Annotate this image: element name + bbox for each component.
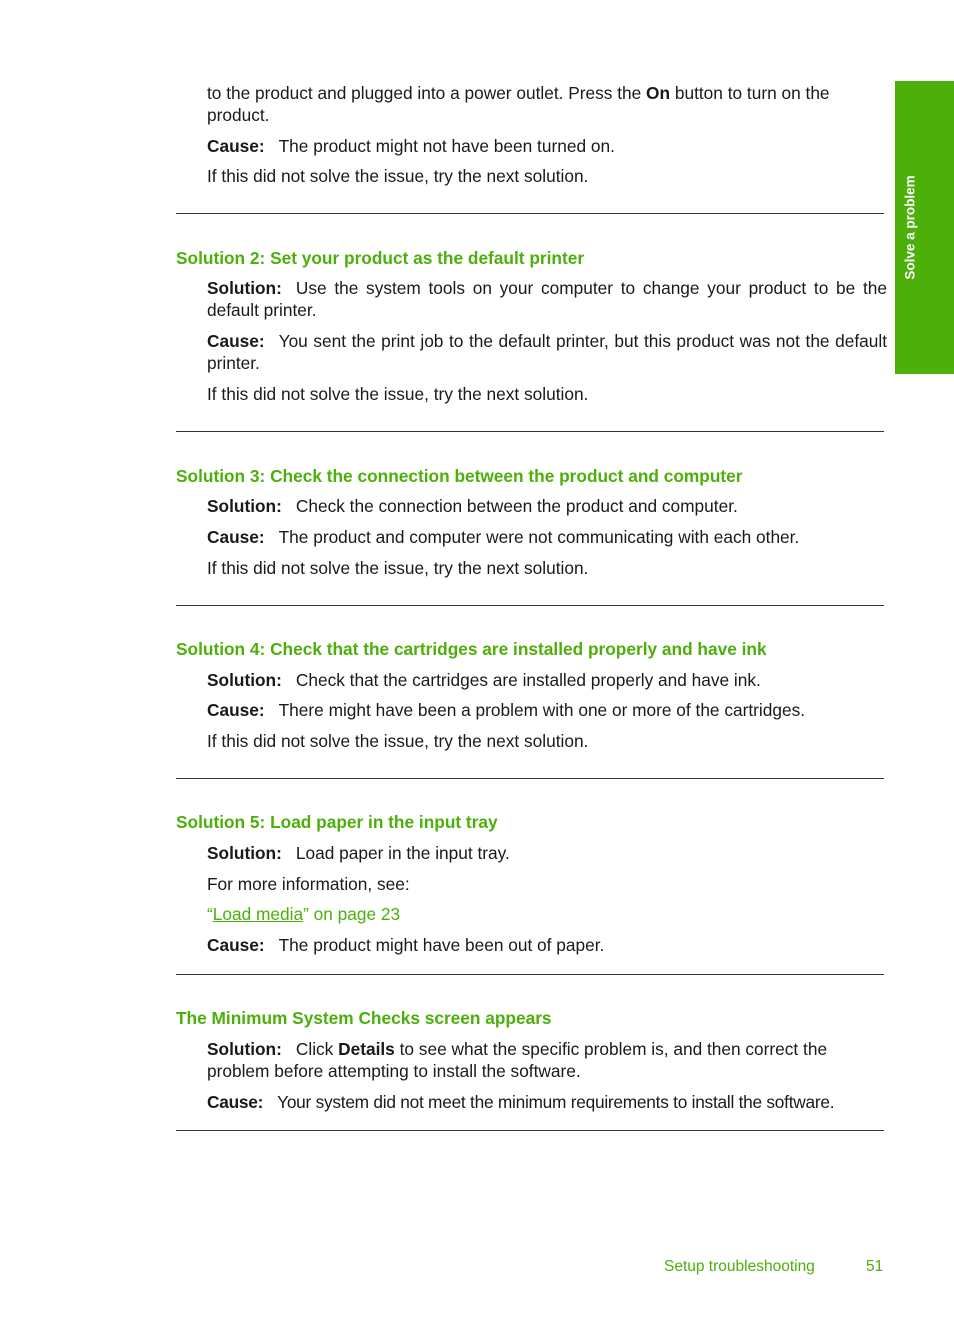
side-tab-label: Solve a problem: [902, 175, 918, 280]
solution-text-bold: Details: [338, 1039, 395, 1059]
footer-section-title: Setup troubleshooting: [664, 1258, 815, 1275]
solution2-cause: [207, 330, 887, 374]
cause-text: Your system did not meet the minimum requirements to install the software.: [277, 1092, 835, 1112]
solution-text: Check the connection between the product and computer.: [295, 496, 738, 516]
solution2-solution: [207, 277, 887, 321]
solution-label: Solution:: [207, 496, 282, 516]
cause-label: Cause:: [207, 700, 265, 720]
divider: [176, 213, 884, 214]
intro-paragraph: [207, 82, 887, 126]
solution3-next: If this did not solve the issue, try the next solution.: [207, 558, 589, 578]
solution-text: Check that the cartridges are installed properly and have ink.: [295, 670, 761, 690]
cause-label: Cause:: [207, 1092, 264, 1112]
solution4-solution: [207, 669, 887, 691]
cause-text: You sent the print job to the default printer, but this product was not the default printer.: [207, 331, 887, 373]
cause-label: Cause:: [207, 935, 265, 955]
cause-label: Cause:: [207, 527, 265, 547]
solution4-cause: [207, 699, 887, 721]
solution3-solution: [207, 495, 887, 517]
divider: [176, 778, 884, 779]
solution4-heading: Solution 4: Check that the cartridges are installed properly and have ink: [176, 639, 767, 659]
solution5-heading: Solution 5: Load paper in the input tray: [176, 812, 498, 832]
footer-page-number: 51: [866, 1258, 884, 1275]
side-tab-label-wrap: [896, 81, 924, 374]
intro-next: If this did not solve the issue, try the next solution.: [207, 166, 589, 186]
solution3-heading: Solution 3: Check the connection between the product and computer: [176, 466, 743, 486]
load-media-link[interactable]: Load media: [212, 904, 304, 924]
solution-label: Solution:: [207, 670, 282, 690]
divider: [176, 431, 884, 432]
cause-label: Cause:: [207, 136, 265, 156]
divider: [176, 974, 884, 975]
solution5-solution: [207, 842, 887, 864]
solution5-more-info: For more information, see:: [207, 874, 410, 894]
solution-label: Solution:: [207, 843, 282, 863]
solution3-cause: [207, 526, 887, 548]
solution5-link-line: [207, 903, 887, 925]
solution-text-pre: Click: [295, 1039, 339, 1059]
link-page-ref: ” on page 23: [303, 904, 401, 924]
divider: [176, 605, 884, 606]
solution-text: Load paper in the input tray.: [295, 843, 510, 863]
cause-text: There might have been a problem with one or more of the cartridges.: [278, 700, 806, 720]
cause-label: Cause:: [207, 331, 265, 351]
divider: [176, 1130, 884, 1131]
solution2-heading: Solution 2: Set your product as the default printer: [176, 248, 585, 268]
intro-text-bold: On: [646, 83, 671, 103]
solution-label: Solution:: [207, 1039, 282, 1059]
cause-text: The product and computer were not communicating with each other.: [278, 527, 800, 547]
min-checks-solution: [207, 1038, 887, 1082]
solution5-cause: [207, 934, 887, 956]
solution4-next: If this did not solve the issue, try the next solution.: [207, 731, 589, 751]
min-checks-heading: The Minimum System Checks screen appears: [176, 1008, 552, 1028]
solution2-next: If this did not solve the issue, try the next solution.: [207, 384, 589, 404]
solution-label: Solution:: [207, 278, 282, 298]
intro-cause: [207, 135, 887, 157]
link-open-quote: “: [207, 904, 213, 924]
intro-text-post: button to turn on the product.: [207, 83, 830, 125]
min-checks-cause: [207, 1091, 887, 1113]
cause-text: The product might have been out of paper.: [278, 935, 605, 955]
solution-text: Use the system tools on your computer to change your product to be the default printer.: [207, 278, 887, 320]
solution-text-post: to see what the specific problem is, and then correct the problem before attempting to install the software.: [207, 1039, 828, 1081]
intro-text-pre: to the product and plugged into a power outlet. Press the: [207, 83, 647, 103]
cause-text: The product might not have been turned on.: [278, 136, 615, 156]
